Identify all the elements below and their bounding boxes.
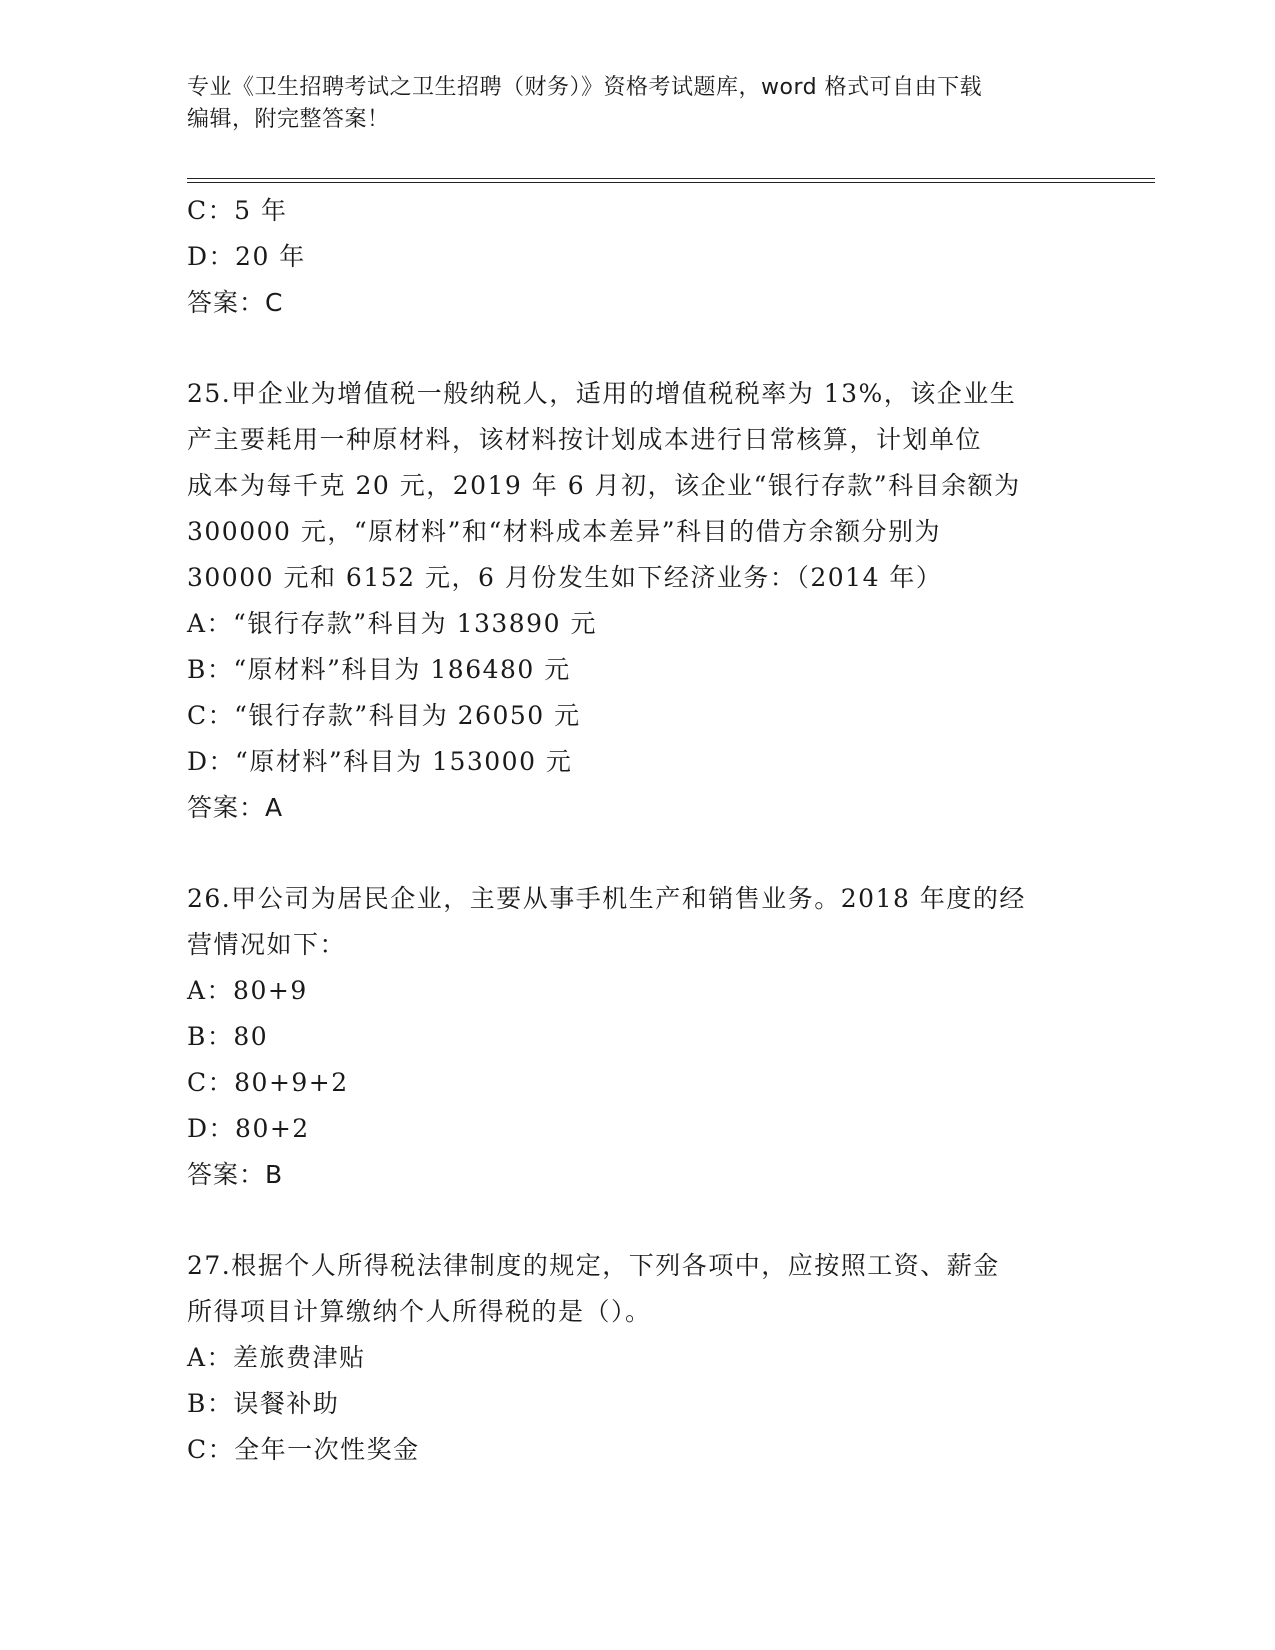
- question-27: [187, 1243, 1087, 1473]
- option-c: C：5 年: [187, 196, 288, 225]
- option-a: A：差旅费津贴: [187, 1343, 366, 1372]
- option-c: C：80+9+2: [187, 1068, 349, 1097]
- question-list: [187, 188, 1087, 1473]
- answer: 答案：A: [187, 793, 284, 822]
- question-25: [187, 371, 1087, 831]
- option-a: A：80+9: [187, 976, 308, 1005]
- option-d: D：20 年: [187, 242, 306, 271]
- question-text-line: 成本为每千克 20 元，2019 年 6 月初，该企业“银行存款”科目余额为: [187, 471, 1021, 500]
- question-text-line: 300000 元，“原材料”和“材料成本差异”科目的借方余额分别为: [187, 517, 942, 546]
- header-divider: [187, 178, 1155, 183]
- question-text-line: 所得项目计算缴纳个人所得税的是（）。: [187, 1297, 652, 1326]
- spacer: [187, 326, 1087, 371]
- question-text-line: 30000 元和 6152 元，6 月份发生如下经济业务：（2014 年）: [187, 563, 943, 592]
- spacer: [187, 1198, 1087, 1243]
- option-c: C：“银行存款”科目为 26050 元: [187, 701, 581, 730]
- previous-question-tail: [187, 188, 1087, 326]
- option-c: C：全年一次性奖金: [187, 1435, 420, 1464]
- header-line-2: 编辑，附完整答案！: [187, 107, 390, 132]
- spacer: [187, 831, 1087, 876]
- question-text-line: 产主要耗用一种原材料，该材料按计划成本进行日常核算，计划单位: [187, 425, 983, 454]
- question-26: [187, 876, 1087, 1198]
- question-text-line: 营情况如下：: [187, 930, 347, 959]
- document-header: [187, 72, 1087, 136]
- option-d: D：“原材料”科目为 153000 元: [187, 747, 573, 776]
- answer: 答案：C: [187, 288, 284, 317]
- option-b: B：误餐补助: [187, 1389, 340, 1418]
- option-b: B：80: [187, 1022, 269, 1051]
- question-text-line: 26.甲公司为居民企业，主要从事手机生产和销售业务。2018 年度的经: [187, 884, 1026, 913]
- option-b: B：“原材料”科目为 186480 元: [187, 655, 571, 684]
- header-line-1: 专业《卫生招聘考试之卫生招聘（财务）》资格考试题库，word 格式可自由下载: [187, 75, 983, 100]
- option-d: D：80+2: [187, 1114, 310, 1143]
- answer: 答案：B: [187, 1160, 284, 1189]
- option-a: A：“银行存款”科目为 133890 元: [187, 609, 597, 638]
- question-text-line: 27.根据个人所得税法律制度的规定，下列各项中，应按照工资、薪金: [187, 1251, 1000, 1280]
- question-text-line: 25.甲企业为增值税一般纳税人，适用的增值税税率为 13%，该企业生: [187, 379, 1017, 408]
